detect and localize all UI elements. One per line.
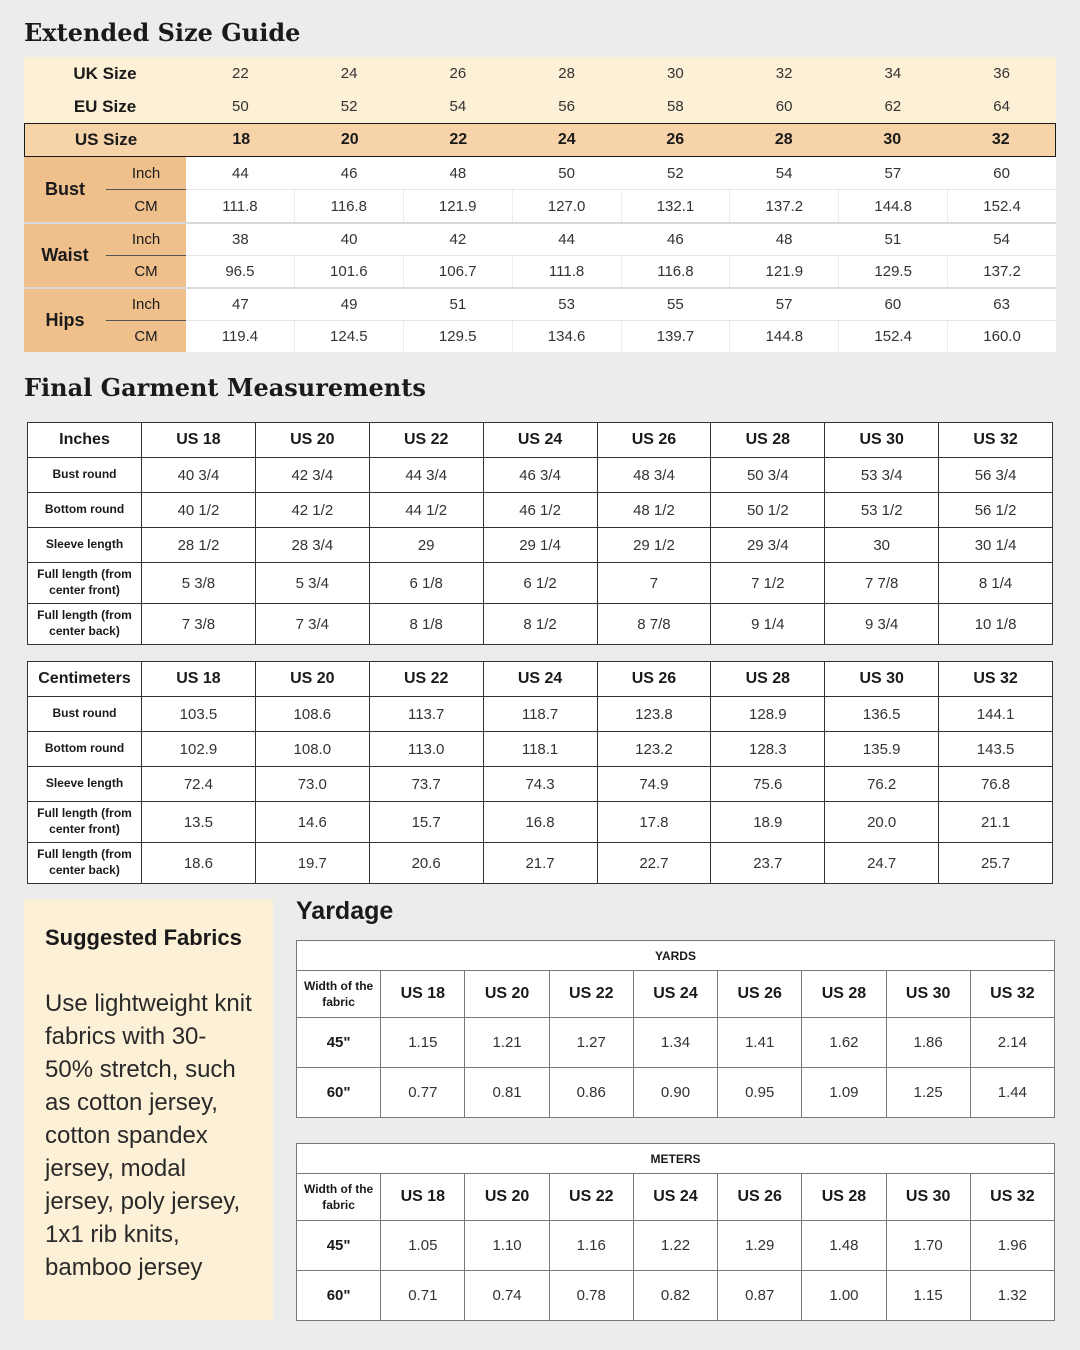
unit-header: Inches [28, 423, 142, 458]
hips-cm-row [186, 321, 1056, 352]
bust-inch-value: 44 [232, 164, 249, 182]
measurement-cell: 14.6 [255, 802, 369, 843]
bust-cm-value: 132.1 [621, 190, 730, 222]
measurement-cell: 108.0 [255, 732, 369, 767]
us-size-label: US Size [74, 130, 138, 149]
bust-inch-value: 60 [993, 164, 1010, 182]
hips-inch-value: 51 [449, 296, 467, 313]
row-label: Sleeve length [28, 767, 142, 802]
size-column-header: US 22 [369, 662, 483, 697]
measurement-cell: 7 [597, 563, 711, 604]
measurement-cell: 128.3 [711, 732, 825, 767]
hips-cm-value: 144.8 [729, 321, 838, 352]
measurement-cell: 144.1 [939, 697, 1053, 732]
yardage-cell: 1.15 [886, 1271, 970, 1321]
measurement-cell: 8 1/4 [939, 563, 1053, 604]
waist-inch-value: 46 [667, 231, 684, 248]
table-row [28, 604, 1053, 645]
table-row [28, 697, 1053, 732]
measurement-cell: 21.1 [939, 802, 1053, 843]
waist-cm-value: 111.8 [512, 256, 621, 287]
measurement-cell: 28 3/4 [255, 528, 369, 563]
table-row [28, 493, 1053, 528]
table-row [28, 843, 1053, 884]
size-column-header: US 28 [711, 662, 825, 697]
hips-inch-value: 60 [884, 296, 902, 313]
us-size-value: 20 [340, 131, 359, 148]
eu-size-value: 60 [775, 98, 793, 115]
measurement-cell: 30 1/4 [939, 528, 1053, 563]
waist-cm-row [186, 256, 1056, 287]
hips-inch-value: 49 [340, 296, 358, 313]
size-column-header: US 28 [802, 1174, 886, 1221]
yardage-cell: 0.71 [381, 1271, 465, 1321]
garment-cm-table [27, 661, 1053, 884]
unit-inch-label: Inch [106, 157, 186, 190]
row-label: Bottom round [28, 493, 142, 528]
measurement-cell: 7 3/4 [255, 604, 369, 645]
hips-inch-value: 53 [558, 296, 575, 313]
waist-inch-value: 48 [775, 231, 793, 248]
measurement-cell: 7 1/2 [711, 563, 825, 604]
yardage-cell: 0.87 [718, 1271, 802, 1321]
size-column-header: US 22 [549, 971, 633, 1018]
measurement-cell: 6 1/8 [369, 563, 483, 604]
waist-cm-value: 106.7 [403, 256, 512, 287]
yardage-cell: 1.22 [633, 1221, 717, 1271]
yardage-yards-table [296, 940, 1055, 1118]
us-size-value: 30 [883, 131, 902, 148]
us-size-row [24, 123, 1056, 157]
waist-inch-value: 51 [884, 231, 902, 248]
eu-size-value: 58 [667, 98, 684, 115]
eu-size-value: 62 [884, 98, 902, 115]
eu-size-row [24, 90, 1056, 123]
uk-size-label: UK Size [73, 63, 137, 83]
measurement-cell: 5 3/8 [142, 563, 256, 604]
waist-inch-value: 42 [449, 231, 467, 248]
measurement-cell: 118.1 [483, 732, 597, 767]
measurement-cell: 74.9 [597, 767, 711, 802]
measurement-cell: 113.0 [369, 732, 483, 767]
uk-size-value: 30 [667, 65, 684, 82]
header-row [297, 971, 1055, 1018]
measurement-cell: 74.3 [483, 767, 597, 802]
waist-inch-value: 40 [340, 231, 358, 248]
row-label: Full length (from center front) [28, 802, 142, 843]
table-row [28, 767, 1053, 802]
us-size-value: 18 [232, 131, 251, 148]
bust-label: Bust [45, 179, 85, 199]
us-size-value: 32 [991, 131, 1010, 148]
bust-cm-value: 127.0 [512, 190, 621, 222]
hips-label: Hips [45, 310, 85, 330]
measurement-cell: 123.2 [597, 732, 711, 767]
yardage-cell: 0.78 [549, 1271, 633, 1321]
yardage-cell: 0.90 [633, 1068, 717, 1118]
hips-cm-value: 152.4 [838, 321, 947, 352]
uk-size-value: 36 [993, 65, 1010, 82]
yardage-cell: 1.27 [549, 1018, 633, 1068]
uk-size-value: 34 [884, 65, 902, 82]
size-column-header: US 20 [255, 662, 369, 697]
measurement-cell: 21.7 [483, 843, 597, 884]
measurement-cell: 7 7/8 [825, 563, 939, 604]
yardage-cell: 0.74 [465, 1271, 549, 1321]
row-label: Bottom round [28, 732, 142, 767]
yardage-cell: 1.00 [802, 1271, 886, 1321]
eu-size-value: 56 [558, 98, 575, 115]
header-row [28, 662, 1053, 697]
row-label: Bust round [28, 458, 142, 493]
yardage-cell: 2.14 [970, 1018, 1054, 1068]
yardage-cell: 1.29 [718, 1221, 802, 1271]
measurement-cell: 30 [825, 528, 939, 563]
table-row [28, 802, 1053, 843]
size-column-header: US 22 [549, 1174, 633, 1221]
bust-cm-value: 152.4 [947, 190, 1056, 222]
measurement-cell: 56 1/2 [939, 493, 1053, 528]
measurement-cell: 102.9 [142, 732, 256, 767]
measurement-cell: 8 1/2 [483, 604, 597, 645]
measurement-cell: 19.7 [255, 843, 369, 884]
table-row [28, 458, 1053, 493]
size-column-header: US 30 [825, 662, 939, 697]
measurement-cell: 135.9 [825, 732, 939, 767]
yardage-cell: 1.21 [465, 1018, 549, 1068]
header-row [28, 423, 1053, 458]
size-column-header: US 32 [970, 971, 1054, 1018]
bust-cm-value: 111.8 [222, 197, 258, 215]
unit-inch-label: Inch [106, 224, 186, 256]
uk-size-value: 24 [340, 65, 358, 82]
measurement-cell: 29 3/4 [711, 528, 825, 563]
uk-size-value: 26 [449, 65, 467, 82]
measurement-cell: 73.0 [255, 767, 369, 802]
size-column-header: US 18 [142, 423, 256, 458]
measurement-cell: 103.5 [142, 697, 256, 732]
measurement-cell: 113.7 [369, 697, 483, 732]
measurement-cell: 17.8 [597, 802, 711, 843]
table-row [297, 1271, 1055, 1321]
measurement-cell: 42 3/4 [255, 458, 369, 493]
hips-inch-value: 55 [667, 296, 684, 313]
table-row [297, 1221, 1055, 1271]
size-column-header: US 22 [369, 423, 483, 458]
measurement-cell: 48 1/2 [597, 493, 711, 528]
measurement-cell: 42 1/2 [255, 493, 369, 528]
measurement-cell: 24.7 [825, 843, 939, 884]
unit-header: Centimeters [28, 662, 142, 697]
hips-inch-value: 63 [993, 296, 1010, 313]
yardage-cell: 0.95 [718, 1068, 802, 1118]
waist-cm-value: 116.8 [621, 256, 730, 287]
measurement-cell: 40 1/2 [142, 493, 256, 528]
caption-row [297, 941, 1055, 971]
us-size-value: 28 [774, 131, 793, 148]
yardage-cell: 1.96 [970, 1221, 1054, 1271]
waist-label: Waist [41, 245, 89, 265]
measurement-cell: 10 1/8 [939, 604, 1053, 645]
bust-cm-row [186, 190, 1056, 222]
size-column-header: US 28 [802, 971, 886, 1018]
unit-cm-label: CM [134, 328, 158, 345]
table-row [297, 1068, 1055, 1118]
yardage-title: Yardage [296, 897, 394, 925]
eu-size-value: 50 [232, 98, 249, 115]
size-column-header: US 26 [597, 662, 711, 697]
table-row [28, 563, 1053, 604]
measurement-cell: 143.5 [939, 732, 1053, 767]
size-column-header: US 32 [970, 1174, 1054, 1221]
table-row [28, 528, 1053, 563]
yardage-cell: 1.86 [886, 1018, 970, 1068]
measurement-cell: 25.7 [939, 843, 1053, 884]
measurement-cell: 50 1/2 [711, 493, 825, 528]
uk-size-value: 22 [232, 65, 249, 82]
bust-inch-value: 54 [775, 164, 793, 182]
waist-cm-value: 96.5 [225, 263, 255, 280]
us-size-value: 22 [449, 131, 468, 148]
waist-cm-value: 137.2 [947, 256, 1056, 287]
measurement-cell: 48 3/4 [597, 458, 711, 493]
measurement-cell: 123.8 [597, 697, 711, 732]
measurement-cell: 53 1/2 [825, 493, 939, 528]
measurement-cell: 9 1/4 [711, 604, 825, 645]
caption-row [297, 1144, 1055, 1174]
size-column-header: US 30 [825, 423, 939, 458]
table-row [28, 732, 1053, 767]
hips-cm-value: 160.0 [947, 321, 1056, 352]
hips-cm-value: 129.5 [403, 321, 512, 352]
measurement-cell: 136.5 [825, 697, 939, 732]
bust-inch-row [186, 157, 1056, 190]
hips-cm-value: 119.4 [221, 328, 259, 345]
us-size-value: 24 [557, 131, 576, 148]
width-of-fabric-header: Width of the fabric [297, 971, 381, 1018]
size-column-header: US 30 [886, 1174, 970, 1221]
hips-cm-value: 139.7 [621, 321, 730, 352]
size-column-header: US 20 [465, 971, 549, 1018]
measurement-cell: 76.8 [939, 767, 1053, 802]
hips-inch-value: 57 [775, 296, 793, 313]
row-label: Bust round [28, 697, 142, 732]
size-guide-title: Extended Size Guide [24, 18, 301, 47]
measurement-cell: 40 3/4 [142, 458, 256, 493]
yardage-cell: 1.25 [886, 1068, 970, 1118]
bust-cm-value: 137.2 [729, 190, 838, 222]
garment-title: Final Garment Measurements [24, 373, 426, 402]
waist-inch-value: 54 [993, 231, 1010, 248]
measurement-cell: 46 1/2 [483, 493, 597, 528]
table-caption: YARDS [297, 941, 1055, 971]
bust-inch-value: 52 [667, 164, 684, 182]
fabric-width-label: 45" [297, 1018, 381, 1068]
measurement-cell: 29 1/2 [597, 528, 711, 563]
size-guide-table [24, 57, 1056, 352]
measurement-cell: 50 3/4 [711, 458, 825, 493]
waist-cm-value: 121.9 [729, 256, 838, 287]
width-of-fabric-header: Width of the fabric [297, 1174, 381, 1221]
fabric-width-label: 45" [297, 1221, 381, 1271]
measurement-cell: 44 3/4 [369, 458, 483, 493]
table-caption: METERS [297, 1144, 1055, 1174]
row-label: Full length (from center back) [28, 604, 142, 645]
fabric-width-label: 60" [297, 1271, 381, 1321]
measurement-cell: 9 3/4 [825, 604, 939, 645]
bust-group [24, 157, 1056, 222]
yardage-cell: 1.32 [970, 1271, 1054, 1321]
yardage-cell: 1.09 [802, 1068, 886, 1118]
bust-cm-value: 116.8 [294, 190, 403, 222]
yardage-meters-table [296, 1143, 1055, 1321]
uk-size-value: 28 [558, 65, 575, 82]
size-column-header: US 24 [633, 971, 717, 1018]
measurement-cell: 76.2 [825, 767, 939, 802]
yardage-cell: 1.34 [633, 1018, 717, 1068]
hips-cm-value: 124.5 [294, 321, 403, 352]
size-column-header: US 32 [939, 662, 1053, 697]
measurement-cell: 128.9 [711, 697, 825, 732]
measurement-cell: 18.9 [711, 802, 825, 843]
measurement-cell: 44 1/2 [369, 493, 483, 528]
measurement-cell: 29 1/4 [483, 528, 597, 563]
suggested-fabrics-panel [24, 899, 273, 1320]
yardage-cell: 0.82 [633, 1271, 717, 1321]
size-column-header: US 18 [142, 662, 256, 697]
header-row [297, 1174, 1055, 1221]
measurement-cell: 108.6 [255, 697, 369, 732]
measurement-cell: 16.8 [483, 802, 597, 843]
measurement-cell: 29 [369, 528, 483, 563]
garment-inches-table [27, 422, 1053, 645]
measurement-cell: 20.6 [369, 843, 483, 884]
size-column-header: US 24 [633, 1174, 717, 1221]
unit-cm-label: CM [134, 197, 158, 215]
size-column-header: US 26 [718, 1174, 802, 1221]
yardage-cell: 0.77 [381, 1068, 465, 1118]
measurement-cell: 23.7 [711, 843, 825, 884]
fabric-width-label: 60" [297, 1068, 381, 1118]
hips-cm-value: 134.6 [512, 321, 621, 352]
size-column-header: US 20 [465, 1174, 549, 1221]
measurement-cell: 8 1/8 [369, 604, 483, 645]
fabrics-title: Suggested Fabrics [45, 925, 242, 950]
size-column-header: US 20 [255, 423, 369, 458]
measurement-cell: 15.7 [369, 802, 483, 843]
table-row [297, 1018, 1055, 1068]
bust-inch-value: 57 [884, 164, 902, 182]
row-label: Sleeve length [28, 528, 142, 563]
bust-inch-value: 50 [558, 164, 575, 182]
bust-cm-value: 121.9 [403, 190, 512, 222]
yardage-cell: 0.81 [465, 1068, 549, 1118]
measurement-cell: 118.7 [483, 697, 597, 732]
row-label: Full length (from center front) [28, 563, 142, 604]
measurement-cell: 56 3/4 [939, 458, 1053, 493]
yardage-cell: 1.48 [802, 1221, 886, 1271]
measurement-cell: 18.6 [142, 843, 256, 884]
yardage-cell: 1.41 [718, 1018, 802, 1068]
measurement-cell: 13.5 [142, 802, 256, 843]
uk-size-value: 32 [775, 65, 793, 82]
eu-size-value: 54 [449, 98, 467, 115]
measurement-cell: 46 3/4 [483, 458, 597, 493]
bust-cm-value: 144.8 [838, 190, 947, 222]
us-size-value: 26 [666, 131, 685, 148]
size-column-header: US 30 [886, 971, 970, 1018]
size-column-header: US 28 [711, 423, 825, 458]
waist-inch-value: 38 [232, 231, 249, 248]
hips-inch-row [186, 289, 1056, 321]
yardage-cell: 1.44 [970, 1068, 1054, 1118]
size-column-header: US 24 [483, 423, 597, 458]
yardage-cell: 1.15 [381, 1018, 465, 1068]
bust-inch-value: 46 [340, 164, 358, 182]
waist-group [24, 222, 1056, 287]
measurement-cell: 20.0 [825, 802, 939, 843]
waist-cm-value: 129.5 [838, 256, 947, 287]
size-column-header: US 18 [381, 1174, 465, 1221]
measurement-cell: 8 7/8 [597, 604, 711, 645]
measurement-cell: 5 3/4 [255, 563, 369, 604]
yardage-cell: 1.70 [886, 1221, 970, 1271]
measurement-cell: 73.7 [369, 767, 483, 802]
unit-inch-label: Inch [106, 289, 186, 321]
eu-size-value: 52 [340, 98, 358, 115]
yardage-cell: 1.05 [381, 1221, 465, 1271]
measurement-cell: 72.4 [142, 767, 256, 802]
yardage-cell: 1.10 [465, 1221, 549, 1271]
measurement-cell: 28 1/2 [142, 528, 256, 563]
measurement-cell: 7 3/8 [142, 604, 256, 645]
size-column-header: US 18 [381, 971, 465, 1018]
yardage-cell: 1.62 [802, 1018, 886, 1068]
uk-size-row [24, 57, 1056, 90]
size-column-header: US 26 [597, 423, 711, 458]
hips-inch-value: 47 [232, 296, 249, 313]
unit-cm-label: CM [134, 263, 158, 280]
bust-inch-value: 48 [449, 164, 467, 182]
fabrics-text: Use lightweight knit fabrics with 30-50% stretch, such as cotton jersey, cotton spandex jersey, modal jersey, poly jersey, 1x1 rib knits, bamboo jersey [45, 990, 252, 1281]
yardage-cell: 0.86 [549, 1068, 633, 1118]
eu-size-label: EU Size [73, 96, 137, 116]
measurement-cell: 22.7 [597, 843, 711, 884]
size-column-header: US 32 [939, 423, 1053, 458]
yardage-cell: 1.16 [549, 1221, 633, 1271]
waist-inch-value: 44 [558, 231, 575, 248]
size-column-header: US 26 [718, 971, 802, 1018]
eu-size-value: 64 [993, 98, 1010, 115]
hips-group [24, 287, 1056, 352]
measurement-cell: 75.6 [711, 767, 825, 802]
row-label: Full length (from center back) [28, 843, 142, 884]
measurement-cell: 6 1/2 [483, 563, 597, 604]
size-column-header: US 24 [483, 662, 597, 697]
measurement-cell: 53 3/4 [825, 458, 939, 493]
waist-cm-value: 101.6 [294, 256, 403, 287]
waist-inch-row [186, 224, 1056, 256]
